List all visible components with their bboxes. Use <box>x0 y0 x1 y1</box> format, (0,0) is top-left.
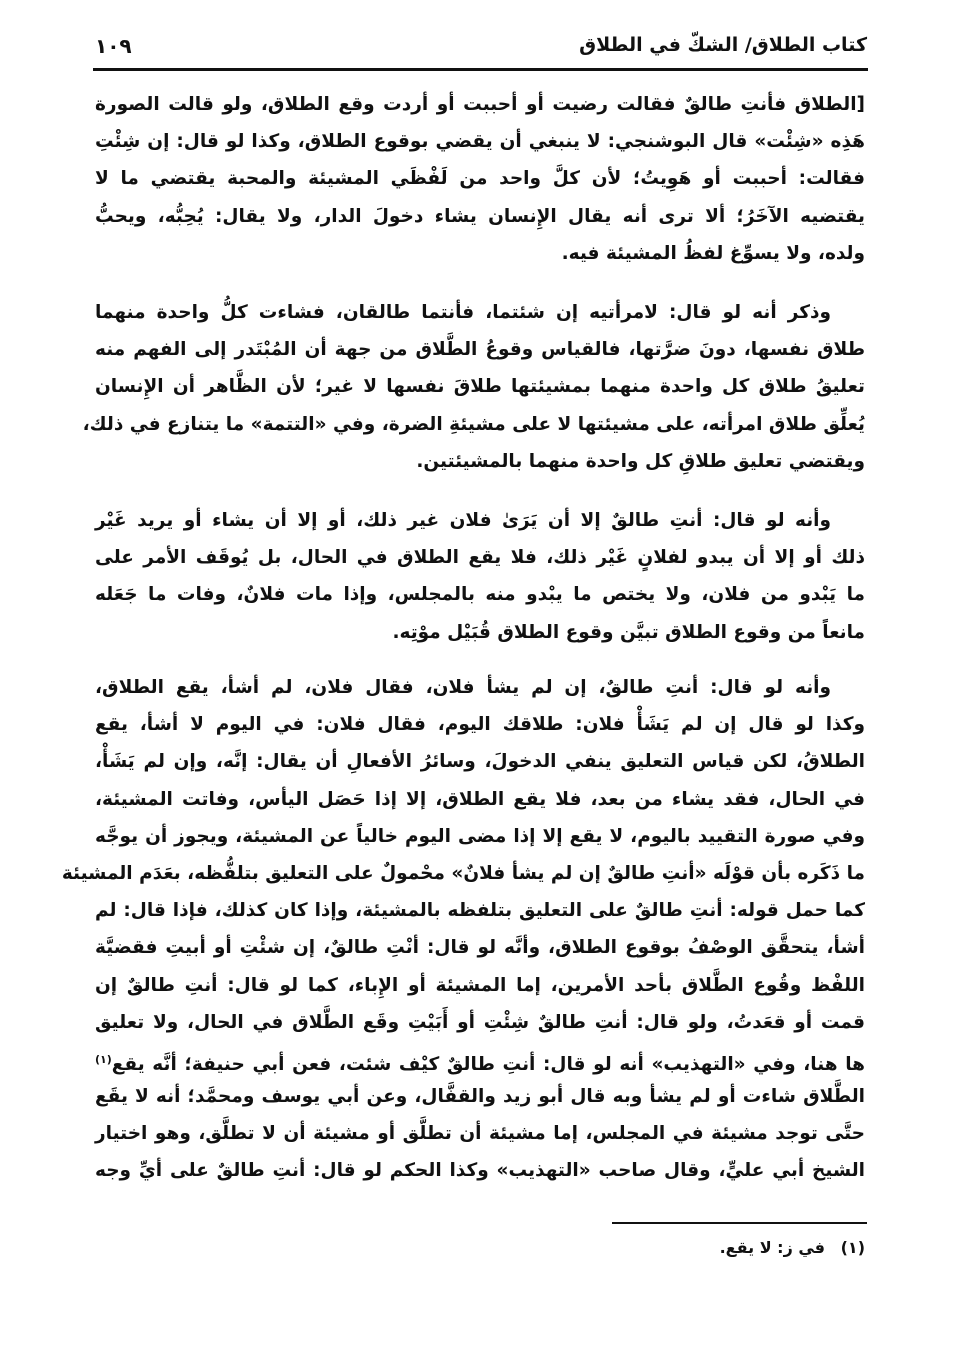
text-line: ما ذَكَره بأن قوْلَه «أنتِ طالقٌ إن لم يشأ فلانٌ» محْمولٌ على التعليق بتلفُّظه، بعَدَم المشيئة <box>61 862 865 884</box>
footnote-marker: (١) <box>95 1052 112 1066</box>
text-line: اللفْظ وقُوع الطَّلاق بأحد الأمرين، إما المشيئة أو الإِباء، كما لو قال: أنتِ طالقٌ إن <box>95 974 865 996</box>
text-line: الطَّلاق شاءت أو لم يشأ وبه قال أبو زيد والقفَّال، وعن أبي يوسف ومحمَّد؛ أنه لا يقَع <box>95 1086 865 1108</box>
paragraph-2 <box>82 294 865 480</box>
paragraph-1 <box>95 86 865 272</box>
text-line: الطلاقُ، لكن قياس التعليق ينفي الدخولَ، وسائرُ الأفعالِ أن يقال: إنَّه، وإن لم يَشَأْ، <box>95 751 865 773</box>
text-line: [الطلاق فأنتِ طالقٌ فقالت رضيت أو أحببت أو أردت وقع الطلاق، ولو قالت الصورة <box>95 94 865 115</box>
text-line: يُعلِّق طلاق امرأته، على مشيئتها لا على مشيئةِ الضرة، وفي «التتمة» ما يتنازع في ذلك، <box>82 413 865 435</box>
footnote <box>720 1238 865 1257</box>
page-number: ١٠٩ <box>95 34 132 58</box>
header-rule <box>93 68 868 71</box>
paragraph-3 <box>95 502 865 651</box>
text-line: ويقتضي تعليق طلاقِ كل واحدة منهما بالمشيئتين. <box>416 450 865 472</box>
text-line: ولده، ولا يسوِّغ لفظُ المشيئة فيه. <box>561 242 865 264</box>
text-line: طلاق نفسها، دونَ ضرَّتها، فالقياس وقوعُ الطَّلاق من جهة أن المُبْتَدر إلى الفهم منه <box>95 339 865 361</box>
chapter-title: كتاب الطلاق/ الشكّ في الطلاق <box>579 34 867 56</box>
footnote-number: (١) <box>840 1238 865 1257</box>
running-header <box>95 30 867 66</box>
text-line: وذكر أنه لو قال: لامرأتيه إن شئتما، فأنتما طالقان، فشاءت كلُّ واحدة منهما <box>95 302 831 323</box>
text-line: وفي صورة التقييد باليوم، لا يقع إلا إذا مضى اليوم خالياً عن المشيئة، ويجوز أن يوجَّه <box>95 825 865 847</box>
text-line-with-footnote <box>95 1041 865 1078</box>
text-line: قمت أو قعَدتُ، ولو قال: أنتِ طالقٌ شِئْتِ أو أَبَيْتِ وقَع الطَّلاق في الحال، ولا تعليق <box>95 1011 865 1033</box>
text-line: ذلك أو إلا أن يبدو لفلانٍ غَيْر ذلك، فلا يقع الطلاق في الحال، بل يُوقَف الأمر على <box>95 547 865 569</box>
text-line: فقالت: أحببت أو هَوِيتُ؛ لأن كلَّ واحد من لَفْظَي المشيئة والمحبة يقتضي ما لا <box>95 168 865 190</box>
text-line: في الحال، فقد يشاء من بعد، فلا يقع الطلاق، إلا إذا حَصَل اليأس، وفاتت المشيئة، <box>95 788 865 810</box>
text-line: الشيخ أبي عليٍّ، وقال صاحب «التهذيب» وكذا الحكم لو قال: أنتِ طالقٌ على أيِّ وجه <box>95 1160 865 1182</box>
text-line: وأنه لو قال: أنتِ طالقٌ، إن لم يشأ فلان، فقال فلان، لم أشأ، يقع الطلاق، <box>95 677 831 698</box>
text-line: وأنه لو قال: أنتِ طالقٌ إلا أن يَرَىٰ فلان غير ذلك، أو إلا أن يشاء أو يريد غَيْر <box>95 510 831 531</box>
text-line: أشأ، يتحقَّق الوصْفُ بوقوع الطلاق، وأنَّه لو قال: أنْتِ طالقٌ، إن شئْتِ أو أبيتِ فقضيَّة <box>95 937 865 959</box>
text-line: وكذا لو قال إن لم يَشَأْ فلان: طلاقك اليوم، فقال فلان: في اليوم لا أشأ، يقع <box>95 714 865 736</box>
text-line: يقتضيه الآخَرُ؛ ألا ترى أنه يقال الإِنسان يشاء دخولَ الدار، ولا يقال: يُحِبُّه، ويحبُّ <box>95 205 865 227</box>
text-line: كما حمل قوله: أنتِ طالقٌ على التعليق بتلفظه بالمشيئة، وإذا كان كذلك، فإذا قال: لم <box>95 900 865 922</box>
text-line: تعليقُ طلاق كل واحدة منهما بمشيئتها طلاقَ نفسها لا غير؛ لأن الظَّاهر أن الإِنسان <box>95 376 865 398</box>
text-segment: ها هنا، وفي «التهذيب» أنه لو قال: أنتِ طالقٌ كيْف شئت، فعن أبي حنيفة؛ أنَّه يقع <box>111 1054 865 1076</box>
paragraph-4 <box>61 669 865 1190</box>
text-line: ما يَبْدو من فلان، ولا يختص ما يبْدو منه بالمجلس، وإذا مات فلانٌ، وفات ما جَعَله <box>95 584 865 606</box>
text-line: مانعاً من وقوع الطلاق تبيَّن وقوع الطلاق قُبَيْل موْتِه. <box>392 621 865 643</box>
text-line: هَذِه «شِئْت» قال البوشنجي: لا ينبغي أن يقضي بوقوع الطلاق، وكذا لو قال: إن شِئْتِ <box>95 131 865 153</box>
footnote-text: في ز: لا يقع. <box>719 1238 826 1257</box>
text-line: حتَّى توجد مشيئة في المجلس، إما مشيئة أن تطلَّق أو مشيئة أن لا تطلَّق، وهو اختيار <box>95 1123 865 1145</box>
footnote-rule <box>612 1222 867 1224</box>
